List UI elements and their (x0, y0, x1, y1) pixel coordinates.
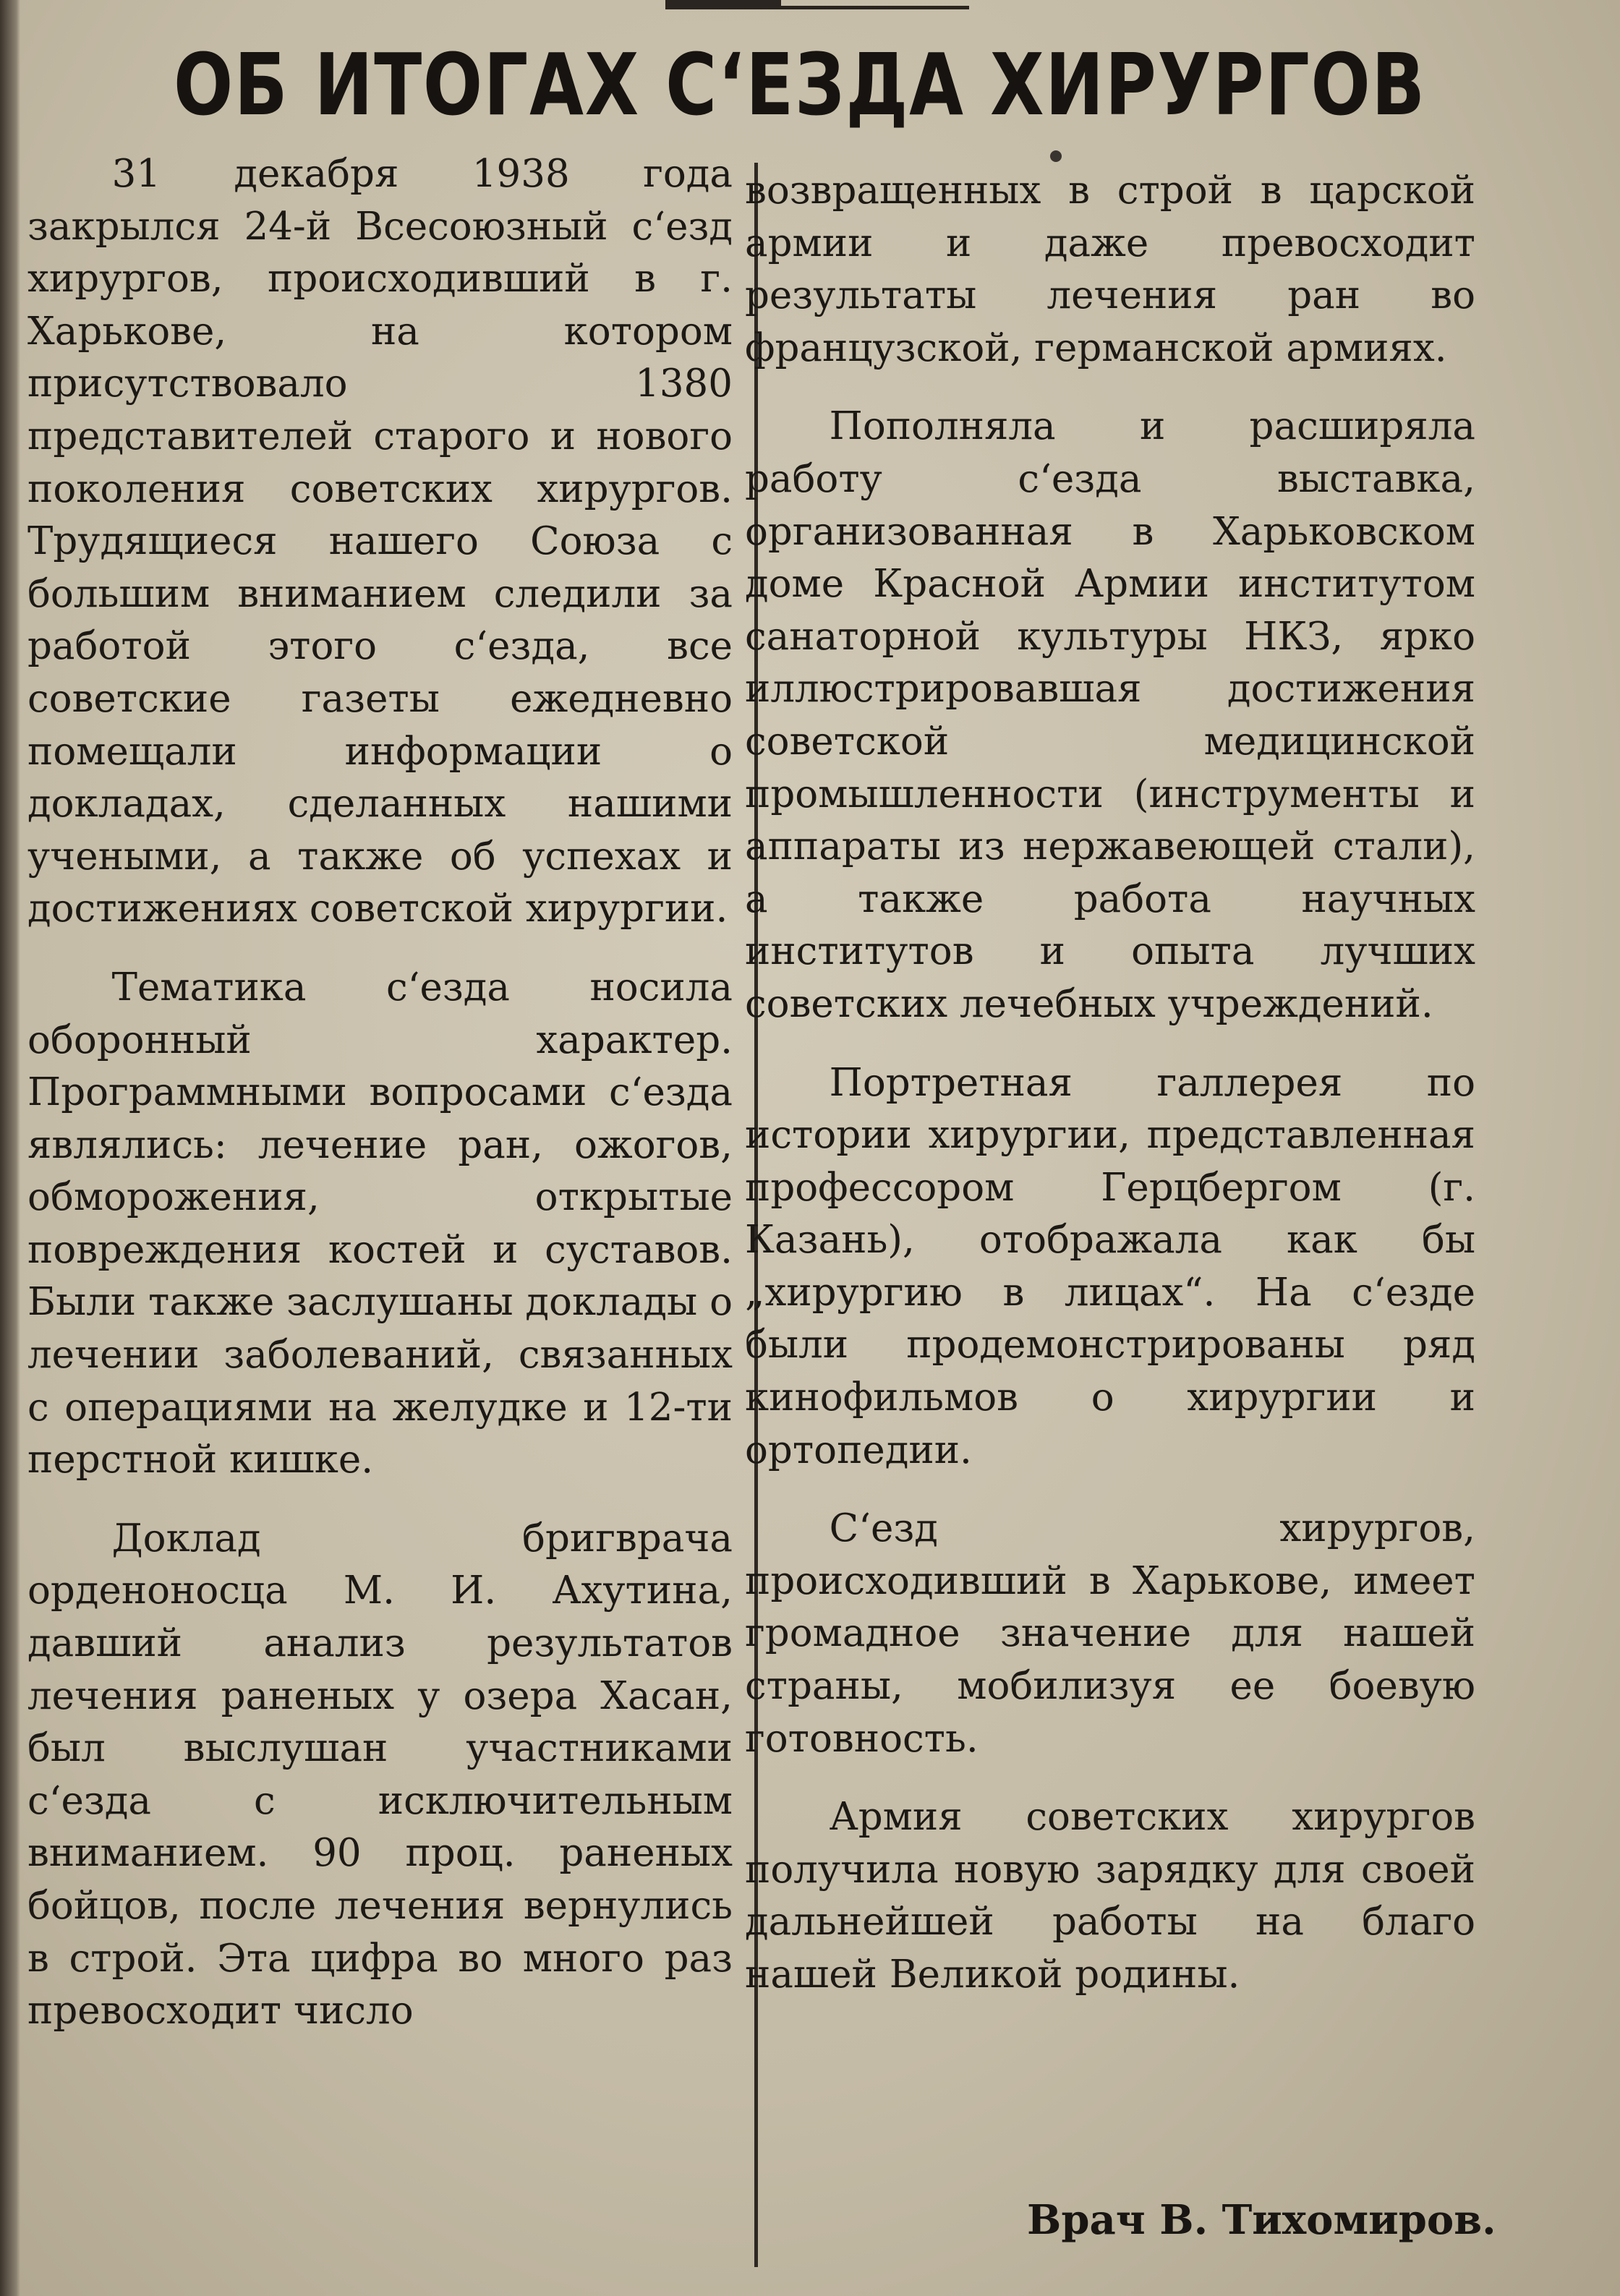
paragraph: возвращенных в строй в царской армии и даже превосходит результаты лечения ран во французской, германской армиях. (745, 168, 1475, 370)
page-edge-shadow (0, 0, 20, 2296)
paragraph: Доклад бригврача орденоносца М. И. Ахутина, давший анализ результатов лечения раненых у озера Хасан, был выслушан участниками с‘езда с исключительным вниманием. 90 проц. раненых бойцов, после лечения вернулись в строй. Эта цифра во много раз превосходит число (27, 1516, 733, 2033)
paragraph: Тематика с‘езда носила оборонный характер. Программными вопросами с‘езда являлись: лечение ран, ожогов, обморожения, открытые повреждения костей и суставов. Были также заслушаны доклады о лечении заболеваний, связанных с операциями на желудке и 12-ти перстной кишке. (27, 965, 733, 1482)
author-signature: Врач В. Тихомиров. (1027, 2196, 1496, 2244)
paragraph: Портретная галлерея по истории хирургии, представленная профессором Герцбергом (г. Казань), отображала как бы „хирургию в лицах“. На с‘езде были продемонстрированы ряд кинофильмов о хирургии и ортопедии. (745, 1060, 1475, 1472)
left-column (27, 148, 733, 2038)
paragraph: С‘езд хирургов, происходивший в Харькове, имеет громадное значение для нашей страны, мобилизуя ее боевую готовность. (745, 1506, 1475, 1761)
right-column (745, 165, 1475, 2002)
paragraph: Армия советских хирургов получила новую зарядку для своей дальнейшей работы на благо нашей Великой родины. (745, 1795, 1475, 1997)
article-headline: ОБ ИТОГАХ С‘ЕЗДА ХИРУРГОВ (174, 35, 1426, 135)
paragraph: 31 декабря 1938 года закрылся 24-й Всесоюзный с‘езд хирургов, происходивший в г. Харькове, на котором присутствовало 1380 представителей старого и нового поколения советских хирургов. Трудящиеся нашего Союза с большим вниманием следили за работой этого с‘езда, все советские газеты ежедневно помещали информации о докладах, сделанных нашими учеными, а также об успехах и достижениях советской хирургии. (27, 152, 733, 931)
paragraph: Пополняла и расширяла работу с‘езда выставка, организованная в Харьковском доме Красной Армии институтом санаторной культуры НКЗ, ярко иллюстрировавшая достижения советской медицинской промышленности (инструменты и аппараты из нержавеющей стали), а также работа научных институтов и опыта лучших советских лечебных учреждений. (745, 404, 1475, 1026)
top-rule (665, 6, 969, 9)
